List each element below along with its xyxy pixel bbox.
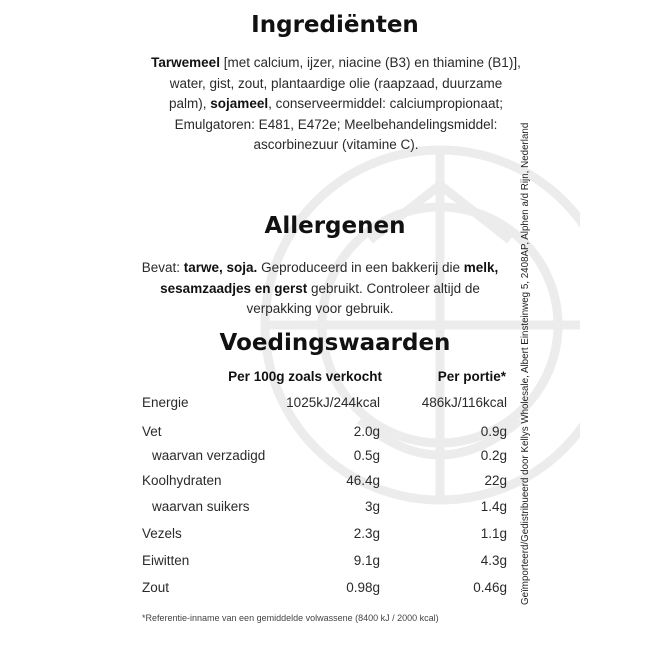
ingredient-soy-flour: sojameel bbox=[210, 96, 269, 111]
row-per-portion: 1.1g bbox=[480, 526, 507, 541]
column-per-portion: Per portie* bbox=[437, 369, 506, 384]
allergens-text bbox=[134, 258, 506, 320]
nutrition-row-carbohydrates bbox=[142, 473, 507, 493]
row-per-portion: 1.4g bbox=[480, 499, 507, 514]
ingredient-wheat-flour: Tarwemeel bbox=[151, 55, 220, 70]
nutrition-row-energy bbox=[142, 395, 507, 415]
nutrition-row-saturated-fat bbox=[142, 448, 507, 468]
ingredients-text bbox=[150, 53, 522, 156]
row-per-portion: 0.9g bbox=[480, 424, 507, 439]
row-per-portion: 22g bbox=[484, 473, 507, 488]
row-per-100g: 0.98g bbox=[346, 580, 380, 595]
row-label: waarvan suikers bbox=[152, 499, 250, 514]
row-label: Vezels bbox=[142, 526, 182, 541]
allergens-may-contain: melk, sesamzaadjes en gerst bbox=[160, 260, 499, 296]
row-per-100g: 46.4g bbox=[346, 473, 380, 488]
allergens-contains: tarwe, soja. bbox=[183, 260, 258, 275]
row-per-portion: 0.46g bbox=[473, 580, 507, 595]
row-per-portion: 0.2g bbox=[480, 448, 507, 463]
ingredients-part-1: [met calcium, ijzer, niacine (B3) en thiamine (B1)], water, gist, zout, plantaardige olie (raapzaad, duurzame palm), bbox=[169, 55, 521, 111]
row-label: Zout bbox=[142, 580, 170, 595]
distributor-address: Geïmporteerd/Gedistribueerd door Kellys Wholesale, Albert Einsteinweg 5, 2408AP, Alphen a/d Rijn, Nederland bbox=[520, 122, 531, 605]
nutrition-row-fat bbox=[142, 424, 507, 444]
row-per-100g: 3g bbox=[364, 499, 380, 514]
allergens-part-3: gebruikt. Controleer altijd de verpakking voor gebruik. bbox=[246, 280, 480, 316]
nutrition-row-sugars bbox=[142, 499, 507, 519]
row-per-100g: 2.3g bbox=[353, 526, 380, 541]
allergens-part-2: Geproduceerd in een bakkerij die bbox=[257, 260, 464, 275]
allergens-title: Allergenen bbox=[264, 213, 406, 239]
row-per-100g: 2.0g bbox=[353, 424, 380, 439]
row-label: waarvan verzadigd bbox=[152, 448, 266, 463]
reference-intake-footnote: *Referentie-inname van een gemiddelde volwassene (8400 kJ / 2000 kcal) bbox=[142, 613, 439, 623]
row-per-100g: 0.5g bbox=[353, 448, 380, 463]
nutrition-row-salt bbox=[142, 580, 507, 600]
row-per-portion: 486kJ/116kcal bbox=[421, 395, 507, 410]
allergens-part-1: Bevat: bbox=[141, 260, 184, 275]
row-per-100g: 9.1g bbox=[353, 553, 380, 568]
nutrition-row-protein bbox=[142, 553, 507, 573]
ingredients-title: Ingrediënten bbox=[251, 12, 419, 38]
row-per-portion: 4.3g bbox=[480, 553, 507, 568]
nutrition-row-fibre bbox=[142, 526, 507, 546]
nutrition-title: Voedingswaarden bbox=[219, 330, 451, 356]
nutrition-table-header bbox=[142, 369, 512, 391]
row-label: Vet bbox=[142, 424, 162, 439]
row-per-100g: 1025kJ/244kcal bbox=[286, 395, 380, 410]
row-label: Koolhydraten bbox=[142, 473, 222, 488]
row-label: Eiwitten bbox=[142, 553, 190, 568]
column-per-100g: Per 100g zoals verkocht bbox=[228, 369, 382, 384]
row-label: Energie bbox=[142, 395, 189, 410]
ingredients-part-2: , conserveermiddel: calciumpropionaat; Emulgatoren: E481, E472e; Meelbehandelingsmiddel: ascorbinezuur (vitamine C). bbox=[174, 96, 503, 152]
nutrition-table bbox=[142, 369, 512, 595]
